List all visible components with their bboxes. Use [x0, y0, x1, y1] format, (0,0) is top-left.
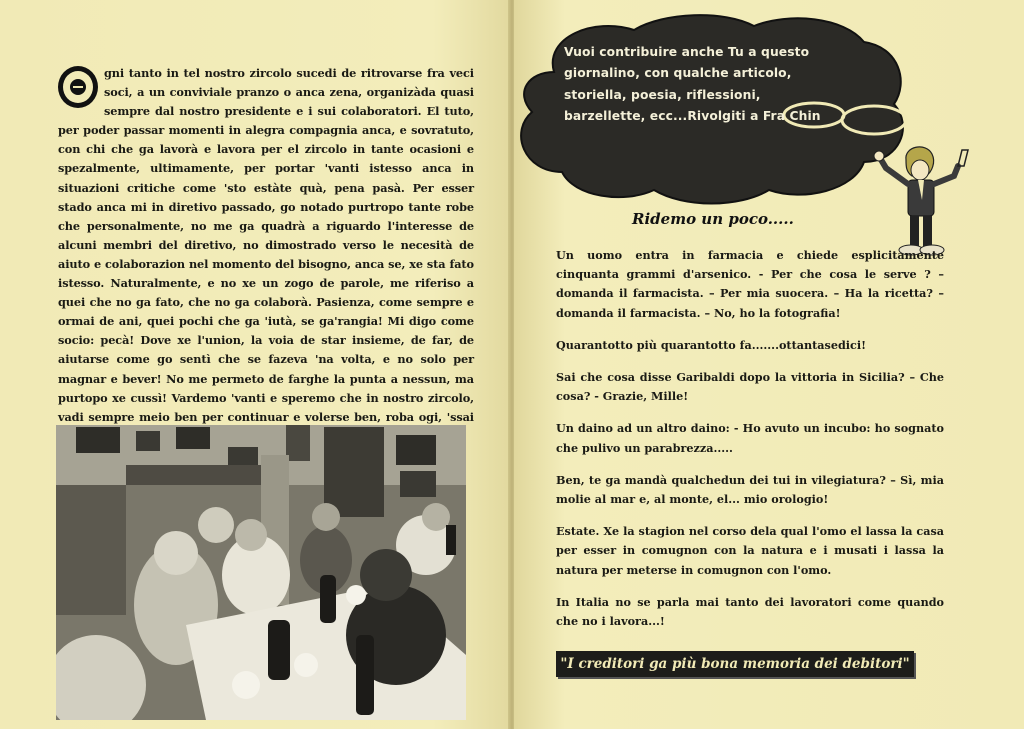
article-text: gni tanto in tel nostro zircolo sucedi de ritrovarse fra veci soci, a un conviviale pranzo o anca zena, organizàda quasi sempre dal nostro presidente e i sui colaboratori. El tuto, per poder passar momenti in alegra compagnia anca, e sovratuto, con chi che ga lavorà e lavora per el zircolo in tante ocasioni e spezalmente, ultimamente, per portar 'vanti istesso anca in situazioni critiche come 'sto estàte quà, pena pasà. Per esser stado anca mi in diretivo passado, go notado purtropo tante robe che personalmente, no me ga quadrà a riguardo l'interesse de alcuni membri del diretivo, no dimostrado verso le necesità de aiuto e colaborazion nel momento del bisogno, anca se, xe sta fato istesso. Naturalmente, e no xe un zogo de parole, me riferiso a quei che no ga fato, che no ga colaborà. Pasienza, come sempre e ormai de ani, quei pochi che ga 'iutà, se ga'rangia! Mi digo come socio: pecà! Dove xe l'union, la voia de star insieme, de far, de aiutarse come go sentì che se fazeva 'na volta, e no solo per magnar e bever! No me permeto de farghe la punta a nessun, ma purtopo xe cussì! Vardemo 'vanti e speremo che in nostro zircolo, vadi sempre meio ben per continuar e volerse ben, roba ogi, 'ssai: [58, 66, 474, 424]
article: [58, 64, 474, 446]
joke-item: Un daino ad un altro daino: - Ho avuto un incubo: ho sognato che pulivo un parabrezza.....: [556, 421, 944, 455]
joke-item: Sai che cosa disse Garibaldi dopo la vittoria in Sicilia? – Che cosa? - Grazie, Mille!: [556, 370, 944, 404]
speech-cloud: [514, 12, 914, 207]
dinner-photo-drawing: [56, 425, 466, 720]
joke-item: Quarantotto più quarantotto fa.......ottantasedici!: [556, 337, 867, 352]
jokes-list: [556, 246, 944, 644]
joke-item: In Italia no se parla mai tanto dei lavoratori come quando che no i lavora...!: [556, 594, 944, 629]
joke-item: Un uomo entra in farmacia e chiede esplicitamente cinquanta grammi d'arsenico. - Per che cosa le serve ? – domanda il farmacista. – Per mia suocera. – Ha la ricetta? – domanda il farmacista. – No, ho la fotografia!: [556, 248, 944, 320]
joke-item: Estate. Xe la stagion nel corso dela qual l'omo el lassa la casa per esser in comugnon con la natura e i musati i lassa la natura per meterse in comugnon con l'omo.: [556, 524, 944, 577]
section-title: Ridemo un poco.....: [632, 210, 794, 228]
left-page: [0, 0, 510, 729]
quote-banner: "I creditori ga più bona memoria dei debitori": [556, 651, 914, 677]
drop-cap-o-icon: [58, 66, 98, 108]
dinner-photo: [56, 425, 466, 720]
cartoon-man-drawing: [866, 140, 976, 260]
joke-item: Ben, te ga mandà qualchedun dei tui in vilegiatura? – Sì, mia molie al mar e, al monte, el... mio orologio!: [556, 472, 944, 507]
cloud-text: Vuoi contribuire anche Tu a questo giornalino, con qualche articolo, storiella, poesia, riflessioni, barzellette, ecc...Rivolgiti a Fra Chin: [564, 45, 821, 123]
cartoon-man-icon: [866, 140, 976, 260]
